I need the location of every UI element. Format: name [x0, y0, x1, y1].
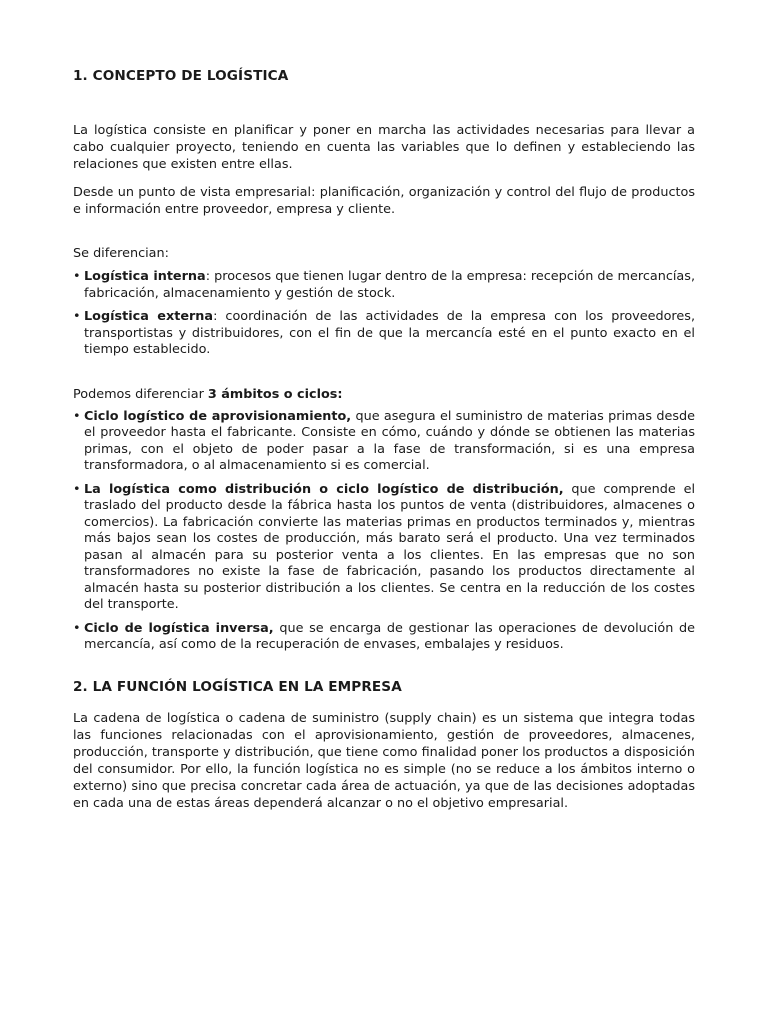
supply-chain-paragraph: La cadena de logística o cadena de suministro (supply chain) es un sistema que integra todas las funciones relacionadas con el aprovisionamiento, gestión de proveedores, almacenes, producción, transporte y distribución, que tiene como finalidad poner los productos a disposición del consumidor. Por ello, la función logística no es simple (no se reduce a los ámbitos interno o externo) sino que precisa concretar cada área de actuación, ya que de las decisiones adoptadas en cada una de estas áreas dependerá alcanzar o no el objetivo empresarial. [73, 710, 695, 811]
logistics-types-list [73, 269, 695, 359]
cycles-intro-bold: 3 ámbitos o ciclos: [207, 386, 343, 402]
desc-logistica-interna: : procesos que tienen lugar dentro de la empresa: recepción de mercancías, fabricación, almacenamiento y gestión de stock. [84, 269, 696, 301]
section-1-title: 1. CONCEPTO DE LOGÍSTICA [73, 68, 289, 84]
se-diferencian-label: Se diferencian: [73, 246, 169, 261]
desc-distribucion: que comprende el traslado del producto desde la fábrica hasta los puntos de venta (distribuidores, almacenes o comercios). La fabricación convierte las materias primas en productos terminados y, mientras más bajos sean los costes de producción, más barato será el producto. Una vez terminados pasan al almacén para su posterior venta a los clientes. En las empresas que no son transformadores no existe la fase de fabricación, pasando los productos directamente al almacén hasta su posterior distribución a los clientes. Se centra en la reducción de los costes del transporte. [84, 481, 695, 612]
list-item-distribucion [73, 482, 695, 614]
list-item-logistica-inversa [73, 621, 695, 654]
list-item-logistica-interna [73, 269, 695, 302]
cycles-intro-prefix: Podemos diferenciar [73, 386, 208, 402]
desc-logistica-externa: : coordinación de las actividades de la empresa con los proveedores, transportistas y distribuidores, con el fin de que la mercancía esté en el punto exacto en el tiempo establecido. [84, 309, 696, 357]
bullet-icon: • [73, 309, 81, 324]
bullet-icon: • [73, 408, 81, 424]
bullet-icon: • [73, 620, 81, 636]
list-item-aprovisionamiento [73, 409, 695, 475]
term-logistica-externa: Logística externa [84, 309, 214, 324]
term-distribucion: La logística como distribución o ciclo logístico de distribución, [84, 481, 564, 497]
term-logistica-interna: Logística interna [84, 269, 206, 284]
term-aprovisionamiento: Ciclo logístico de aprovisionamiento, [84, 408, 352, 424]
desc-logistica-inversa: que se encarga de gestionar las operaciones de devolución de mercancía, así como de la recuperación de envases, embalajes y residuos. [84, 620, 695, 652]
logistics-cycles-list [73, 409, 695, 654]
bullet-icon: • [73, 269, 81, 284]
section-2-title: 2. LA FUNCIÓN LOGÍSTICA EN LA EMPRESA [73, 678, 402, 695]
term-logistica-inversa: Ciclo de logística inversa, [84, 620, 274, 636]
list-item-logistica-externa [73, 309, 695, 359]
definition-paragraph: La logística consiste en planificar y poner en marcha las actividades necesarias para llevar a cabo cualquier proyecto, teniendo en cuenta las variables que lo definen y estableciendo las relaciones que existen entre ellas. [73, 123, 695, 172]
bullet-icon: • [73, 481, 81, 497]
cycles-intro-paragraph [73, 386, 695, 403]
desc-aprovisionamiento: que asegura el suministro de materias primas desde el proveedor hasta el fabricante. Consiste en cómo, cuándo y dónde se obtienen las materias primas, con el objeto de poder pasar a la fase de transformación, si es una empresa transformadora, o al almacenamiento si es comercial. [84, 408, 695, 473]
business-view-paragraph: Desde un punto de vista empresarial: planificación, organización y control del flujo de productos e información entre proveedor, empresa y cliente. [73, 185, 695, 217]
